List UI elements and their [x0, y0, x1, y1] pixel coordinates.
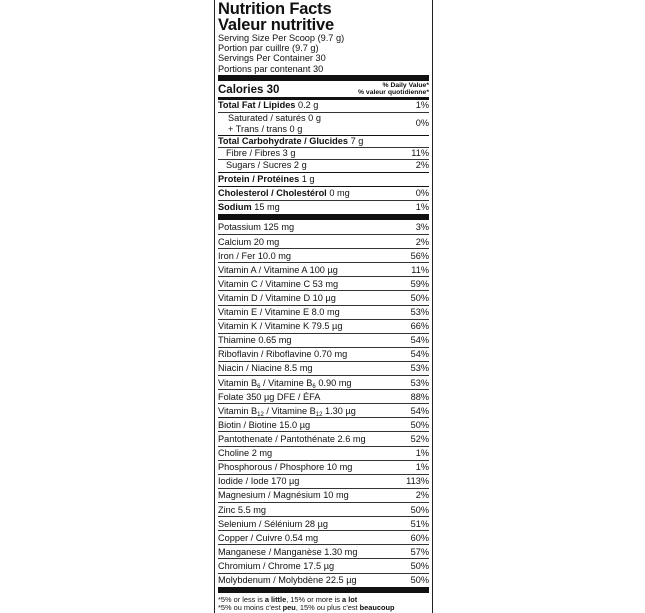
- subscript: 6: [312, 383, 316, 390]
- subscript: 12: [257, 411, 264, 418]
- carbohydrate-name: Total Carbohydrate / Glucides: [218, 135, 349, 146]
- micronutrient-label: Potassium 125 mg: [218, 221, 295, 232]
- micronutrient-label: Iron / Fer 10.0 mg: [218, 250, 292, 261]
- micronutrient-row: [218, 403, 429, 417]
- micronutrient-label: Vitamin K / Vitamine K 79.5 µg: [218, 321, 343, 332]
- micronutrient-label: Biotin / Biotine 15.0 µg: [218, 419, 311, 430]
- total-fat-row: [218, 100, 429, 111]
- footnote-emphasis: beaucoup: [359, 603, 395, 613]
- micronutrient-row: [218, 488, 429, 502]
- micronutrient-pct: 66%: [410, 321, 429, 332]
- micronutrient-pct: 50%: [410, 292, 429, 303]
- micronutrient-label: Iodide / Iode 170 µg: [218, 476, 300, 487]
- micronutrient-label: Folate 350 µg DFE / ÉFA: [218, 391, 321, 402]
- serving-size-english: Serving Size Per Scoop (9.7 g): [218, 33, 345, 43]
- micronutrient-row: [218, 375, 429, 389]
- micronutrient-row: [218, 530, 429, 544]
- micronutrient-pct: 50%: [410, 575, 429, 586]
- fibre-pct: 11%: [411, 148, 429, 159]
- micronutrient-pct: 59%: [410, 278, 429, 289]
- micronutrient-label: Zinc 5.5 mg: [218, 504, 266, 515]
- micronutrient-pct: 3%: [415, 221, 429, 232]
- micronutrient-pct: 1%: [415, 448, 429, 459]
- fibre-label: Fibre / Fibres 3 g: [226, 148, 296, 159]
- micronutrient-label: Pantothenate / Pantothénate 2.6 mg: [218, 434, 366, 445]
- micronutrient-row: [218, 446, 429, 460]
- micronutrient-row: [218, 319, 429, 333]
- micronutrient-label: Phosphorous / Phosphore 10 mg: [218, 462, 353, 473]
- micronutrient-label: Choline 2 mg: [218, 448, 273, 459]
- micronutrient-label: Calcium 20 mg: [218, 236, 280, 247]
- label-part: / Vitamine B: [263, 405, 316, 416]
- total-fat-name: Total Fat / Lipides: [218, 100, 296, 111]
- carbohydrate-amount: 7 g: [350, 135, 364, 146]
- micronutrient-pct: 51%: [410, 518, 429, 529]
- micronutrient-label: Thiamine 0.65 mg: [218, 335, 292, 346]
- servings-per-container-french: Portions par contenant 30: [218, 63, 324, 74]
- footnote-french: [218, 604, 429, 612]
- micronutrient-row: [218, 305, 429, 319]
- footnote-text: , 15% or more is: [286, 594, 343, 604]
- total-fat-amount: 0.2 g: [297, 100, 319, 111]
- micronutrient-row: [218, 333, 429, 347]
- cholesterol-pct: 0%: [415, 187, 429, 198]
- nutrition-facts-panel: [214, 0, 433, 613]
- micronutrient-row: [218, 290, 429, 304]
- micronutrient-row: [218, 389, 429, 403]
- micronutrient-pct: 56%: [410, 250, 429, 261]
- daily-value-header-french: % valeur quotidienne*: [357, 89, 429, 97]
- micronutrient-label: [218, 378, 352, 388]
- protein-row: [218, 172, 429, 186]
- footnote: [218, 593, 429, 613]
- micronutrient-row: [218, 417, 429, 431]
- micronutrient-label: Copper / Cuivre 0.54 mg: [218, 532, 319, 543]
- micronutrient-row: [218, 516, 429, 530]
- micronutrient-pct: 54%: [410, 405, 429, 416]
- micronutrient-pct: 53%: [410, 377, 429, 388]
- micronutrient-label: Niacin / Niacine 8.5 mg: [218, 363, 313, 374]
- title-french: Valeur nutritive: [218, 16, 335, 34]
- micronutrient-pct: 54%: [410, 349, 429, 360]
- micronutrient-pct: 50%: [410, 504, 429, 515]
- micronutrient-pct: 1%: [415, 462, 429, 473]
- micronutrient-label: Chromium / Chrome 17.5 µg: [218, 561, 335, 572]
- label-part: / Vitamine B: [260, 377, 313, 388]
- micronutrient-label: Vitamin C / Vitamine C 53 mg: [218, 278, 339, 289]
- micronutrient-label: Selenium / Sélénium 28 µg: [218, 518, 328, 529]
- title-english: Nutrition Facts: [218, 0, 332, 18]
- micronutrient-pct: 2%: [415, 236, 429, 247]
- footnote-text: , 15% ou plus c'est: [295, 603, 360, 613]
- micronutrient-row: [218, 558, 429, 572]
- micronutrient-row: [218, 234, 429, 248]
- micronutrient-label: Vitamin A / Vitamine A 100 µg: [218, 264, 338, 275]
- sugars-row: [218, 159, 429, 171]
- label-part: 0.90 mg: [315, 377, 352, 388]
- micronutrient-label: Riboflavin / Riboflavine 0.70 mg: [218, 349, 348, 360]
- micronutrient-row: [218, 276, 429, 290]
- saturated-trans-pct: 0%: [415, 118, 429, 129]
- servings-per-container-english: Servings Per Container 30: [218, 53, 326, 64]
- sodium-name: Sodium: [218, 201, 252, 212]
- micronutrient-row: [218, 262, 429, 276]
- micronutrient-row: [218, 460, 429, 474]
- sodium-amount: 15 mg: [254, 201, 280, 212]
- micronutrient-row: [218, 347, 429, 361]
- micronutrient-label: Vitamin D / Vitamine D 10 µg: [218, 292, 336, 303]
- micronutrient-pct: 11%: [411, 264, 429, 275]
- protein-amount: 1 g: [301, 173, 315, 184]
- micronutrient-row: [218, 474, 429, 488]
- sugars-pct: 2%: [415, 160, 429, 171]
- micronutrient-list: [218, 220, 429, 587]
- calories-label: Calories 30: [218, 84, 280, 97]
- micronutrient-pct: 57%: [410, 546, 429, 557]
- footnote-emphasis: a lot: [342, 594, 358, 604]
- micronutrient-pct: 54%: [410, 335, 429, 346]
- subscript: 12: [315, 411, 323, 418]
- daily-value-header-english: % Daily Value*: [382, 81, 429, 89]
- label-part: Vitamin B: [218, 377, 258, 388]
- micronutrient-pct: 50%: [410, 561, 429, 572]
- label-part: Vitamin B: [218, 405, 258, 416]
- micronutrient-pct: 113%: [406, 476, 429, 487]
- micronutrient-pct: 53%: [410, 363, 429, 374]
- fibre-row: [218, 147, 429, 159]
- micronutrient-label: Molybdenum / Molybdène 22.5 µg: [218, 575, 357, 586]
- protein-name: Protein / Protéines: [218, 173, 300, 184]
- micronutrient-row: [218, 544, 429, 558]
- sodium-row: [218, 200, 429, 214]
- micronutrient-pct: 60%: [410, 532, 429, 543]
- micronutrient-row: [218, 502, 429, 516]
- saturated-label: Saturated / saturés 0 g: [228, 112, 321, 123]
- micronutrient-row: [218, 220, 429, 234]
- micronutrient-row: [218, 361, 429, 375]
- subscript: 6: [257, 383, 261, 390]
- micronutrient-label: Magnesium / Magnésium 10 mg: [218, 490, 349, 501]
- micronutrient-label: [218, 406, 356, 416]
- cholesterol-row: [218, 186, 429, 200]
- micronutrient-label: Manganese / Manganèse 1.30 mg: [218, 546, 358, 557]
- serving-size-french: Portion par cuillre (9.7 g): [218, 43, 319, 54]
- sugars-label: Sugars / Sucres 2 g: [226, 160, 307, 171]
- total-fat-pct: 1%: [415, 100, 429, 111]
- cholesterol-name: Cholesterol / Cholestérol: [218, 187, 327, 198]
- sodium-pct: 1%: [415, 201, 429, 212]
- micronutrient-pct: 88%: [410, 391, 429, 402]
- micronutrient-pct: 50%: [410, 419, 429, 430]
- footnote-emphasis: peu: [282, 603, 296, 613]
- micronutrient-row: [218, 573, 429, 587]
- micronutrient-label: Vitamin E / Vitamine E 8.0 mg: [218, 307, 340, 318]
- micronutrient-pct: 53%: [410, 307, 429, 318]
- footnote-text: *5% or less is: [218, 594, 265, 604]
- calories-row: [218, 81, 429, 97]
- label-part: 1.30 µg: [322, 405, 356, 416]
- footnote-text: *5% ou moins c'est: [218, 603, 283, 613]
- saturated-trans-row: [218, 112, 429, 135]
- carbohydrate-row: [218, 135, 429, 147]
- micronutrient-row: [218, 431, 429, 445]
- micronutrient-pct: 52%: [410, 434, 429, 445]
- micronutrient-pct: 2%: [415, 490, 429, 501]
- micronutrient-row: [218, 248, 429, 262]
- footnote-emphasis: a little: [264, 594, 287, 604]
- cholesterol-amount: 0 mg: [329, 187, 350, 198]
- trans-label: + Trans / trans 0 g: [228, 123, 303, 134]
